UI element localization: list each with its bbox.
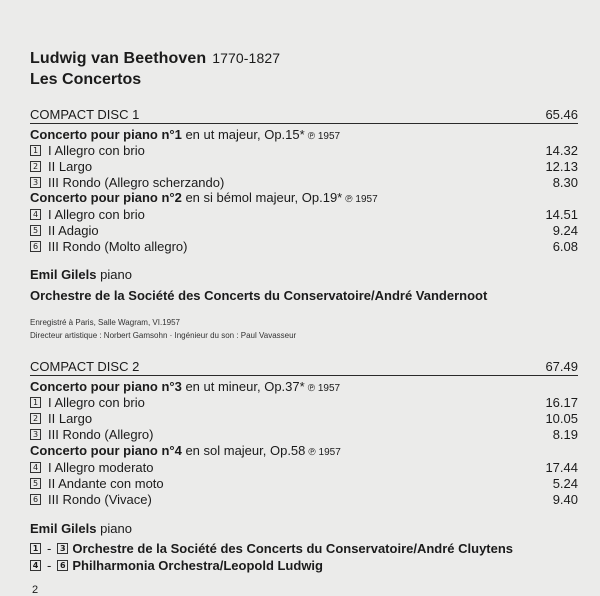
track-title: II Adagio [48, 222, 99, 238]
track-title: I Allegro moderato [48, 459, 154, 475]
track-title: I Allegro con brio [48, 394, 145, 410]
track-title: III Rondo (Allegro scherzando) [48, 174, 225, 190]
track-title: III Rondo (Allegro) [48, 426, 154, 442]
concerto1-name: Concerto pour piano n°1 [30, 127, 182, 142]
track-number-box: 1 [30, 543, 41, 554]
track-number-box: 2 [30, 161, 41, 172]
track-duration: 12.13 [545, 158, 578, 174]
page-number: 2 [32, 584, 39, 596]
track-title: I Allegro con brio [48, 206, 145, 222]
range-dash: - [47, 558, 52, 573]
disc2-label: COMPACT DISC 2 [30, 359, 140, 374]
disc2-orchestra-1: Orchestre de la Société des Concerts du Conservatoire/André Cluytens [72, 541, 514, 556]
track-duration: 9.24 [552, 222, 578, 238]
track-number-box: 1 [30, 397, 41, 408]
track-number-box: 2 [30, 413, 41, 424]
track-duration: 8.19 [552, 426, 578, 442]
track-title: II Andante con moto [48, 475, 164, 491]
track-number-box: 5 [30, 478, 41, 489]
track-title: II Largo [48, 410, 93, 426]
track-duration: 10.05 [545, 410, 578, 426]
album-title: Les Concertos [30, 71, 142, 88]
track-number-box: 4 [30, 462, 41, 473]
track-number-box: 3 [57, 543, 68, 554]
track-number-box: 6 [57, 560, 68, 571]
track-number-box: 6 [30, 241, 41, 252]
concerto1-key: en ut majeur, Op.15* [185, 127, 305, 142]
concerto1-heading [30, 127, 340, 142]
disc2-divider [30, 375, 578, 376]
concerto1-phono: ℗ 1957 [307, 131, 341, 142]
track-row [30, 490, 578, 508]
track-duration: 8.30 [552, 174, 578, 190]
disc1-total: 65.46 [545, 107, 578, 122]
track-number-box: 3 [30, 177, 41, 188]
concerto3-key: en ut mineur, Op.37* [185, 379, 305, 394]
disc2-orchestra-range-2 [30, 558, 323, 573]
track-row [30, 173, 578, 191]
track-title: I Allegro con brio [48, 142, 145, 158]
disc2-pianist: Emil Gilels [30, 521, 97, 536]
concerto3-phono: ℗ 1957 [307, 383, 341, 394]
track-duration: 17.44 [545, 459, 578, 475]
track-duration: 5.24 [552, 475, 578, 491]
concerto4-key: en sol majeur, Op.58 [185, 443, 306, 458]
concerto2-key: en si bémol majeur, Op.19* [185, 190, 343, 205]
track-number-box: 5 [30, 225, 41, 236]
track-row [30, 425, 578, 443]
concerto2-heading [30, 190, 378, 205]
concerto4-phono: ℗ 1957 [308, 447, 341, 458]
disc1-orchestra-line [30, 288, 487, 303]
track-number-box: 3 [30, 429, 41, 440]
disc1-label: COMPACT DISC 1 [30, 107, 140, 122]
track-duration: 9.40 [552, 491, 578, 507]
track-duration: 16.17 [545, 394, 578, 410]
disc1-pianist-line [30, 267, 132, 282]
composer-name: Ludwig van Beethoven [30, 50, 207, 67]
range-dash: - [47, 541, 52, 556]
track-duration: 14.32 [545, 142, 578, 158]
track-duration: 14.51 [545, 206, 578, 222]
concerto3-name: Concerto pour piano n°3 [30, 379, 182, 394]
concerto2-name: Concerto pour piano n°2 [30, 190, 182, 205]
concerto2-phono: ℗ 1957 [345, 194, 378, 205]
track-number-box: 1 [30, 145, 41, 156]
track-title: III Rondo (Molto allegro) [48, 238, 188, 254]
composer-years: 1770-1827 [212, 50, 281, 66]
concerto4-name: Concerto pour piano n°4 [30, 443, 182, 458]
disc2-total: 67.49 [545, 359, 578, 374]
concerto4-heading [30, 443, 341, 458]
track-number-box: 4 [30, 560, 41, 571]
composer-heading [30, 50, 280, 68]
track-title: III Rondo (Vivace) [48, 491, 152, 507]
disc2-orchestra-2: Philharmonia Orchestra/Leopold Ludwig [72, 558, 323, 573]
track-row [30, 237, 578, 255]
concerto3-heading [30, 379, 340, 394]
disc2-pianist-role: piano [100, 521, 132, 536]
disc1-recording-note: Enregistré à Paris, Salle Wagram, VI.1957 [30, 318, 180, 327]
disc1-credits-note: Directeur artistique : Norbert Gamsohn · Ingénieur du son : Paul Vavasseur [30, 331, 297, 340]
disc2-pianist-line [30, 521, 132, 536]
track-duration: 6.08 [552, 238, 578, 254]
disc1-pianist: Emil Gilels [30, 267, 97, 282]
disc1-orchestra: Orchestre de la Société des Concerts du Conservatoire/André Vandernoot [30, 288, 488, 303]
disc1-divider [30, 123, 578, 124]
track-number-box: 4 [30, 209, 41, 220]
disc2-heading [30, 359, 578, 374]
disc1-pianist-role: piano [100, 267, 132, 282]
track-number-box: 6 [30, 494, 41, 505]
disc1-heading [30, 107, 578, 122]
disc2-orchestra-range-1 [30, 541, 513, 556]
track-title: II Largo [48, 158, 93, 174]
